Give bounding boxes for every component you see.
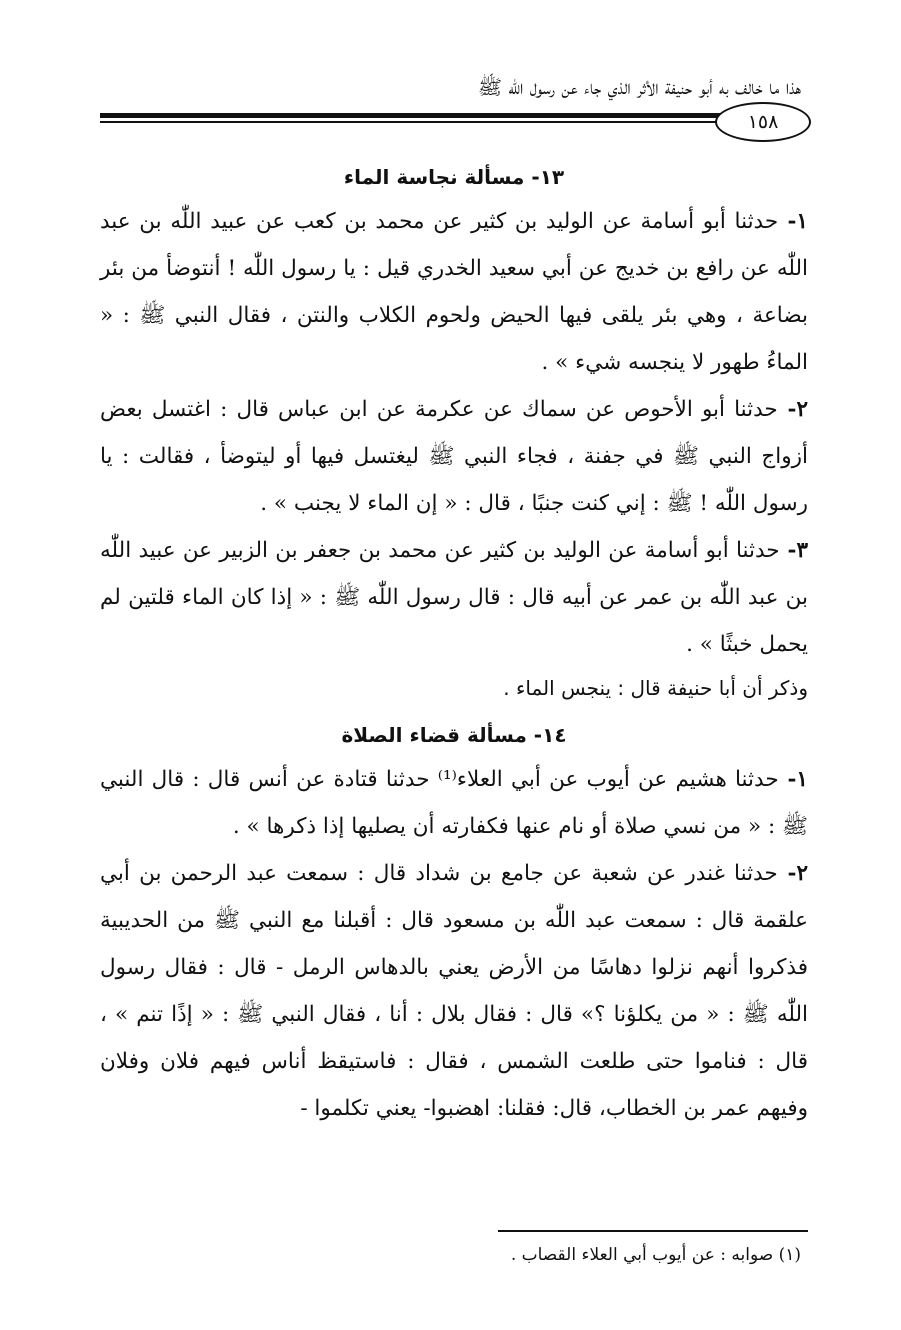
footnote-rule [498,1230,808,1232]
hadith-text: حدثنا غندر عن شعبة عن جامع بن شداد قال : سمعت عبد الرحمن بن أبي علقمة قال : سمعت عبد اللّٰه بن مسعود قال : أقبلنا مع النبي ﷺ من الحديبية فذكروا أنهم نزلوا دهاسًا من الأرض يعني بالدهاس الرمل - قال : فقال رسول اللّٰه ﷺ : « من يكلؤنا ؟» قال : فقال بلال : أنا ، فقال النبي ﷺ : « إذًا تنم » ، قال : فناموا حتى طلعت الشمس ، فقال : فاستيقظ أناس فيهم فلان وفلان وفيهم عمر بن الخطاب، قال: فقلنا: اهضبوا- يعني تكلموا - [100,861,808,1121]
abu-hanifa-note: وذكر أن أبا حنيفة قال : ينجس الماء . [503,676,808,700]
header-rule-thin [100,121,800,123]
hadith-13-1 [100,198,808,386]
hadith-14-2 [100,850,808,1132]
hadith-number: ٢- [777,397,808,422]
hadith-text: حدثنا هشيم عن أيوب عن أبي العلاء⁽¹⁾ حدثنا قتادة عن أنس قال : قال النبي ﷺ : « من نسي صلاة أو نام عنها فكفارته أن يصليها إذا ذكرها » . [100,767,808,839]
running-header-title: هذا ما خالف به أبو حنيفة الأثر الذي جاء عن رسول اللّٰه ﷺ [477,75,801,99]
hadith-14-1 [100,756,808,850]
page-number: ١٥٨ [747,111,779,133]
hadith-number: ٢- [777,861,808,886]
hadith-text: حدثنا أبو الأحوص عن سماك عن عكرمة عن ابن عباس قال : اغتسل بعض أزواج النبي ﷺ في جفنة ، فجاء النبي ﷺ ليغتسل فيها أو ليتوضأ ، فقالت : يا رسول اللّٰه ! ﷺ : إني كنت جنبًا ، قال : « إن الماء لا يجنب » . [100,397,808,516]
header-rule-thick [100,113,800,118]
hadith-text: حدثنا أبو أسامة عن الوليد بن كثير عن محمد بن كعب عن عبيد اللّٰه بن عبد اللّٰه عن رافع بن خديج عن أبي سعيد الخدري قيل : يا رسول اللّٰه ! أنتوضأ من بئر بضاعة ، وهي بئر يلقى فيها الحيض ولحوم الكلاب والنتن ، فقال النبي ﷺ : « الماءُ طهور لا ينجسه شيء » . [100,209,808,375]
hadith-13-2 [100,386,808,527]
footnote: (١) صوابه : عن أيوب أبي العلاء القصاب . [510,1245,801,1265]
hadith-number: ١- [778,767,808,792]
hadith-text: حدثنا أبو أسامة عن الوليد بن كثير عن محمد بن جعفر بن الزبير عن عبيد اللّٰه بن عبد اللّٰه بن عمر عن أبيه قال : قال رسول اللّٰه ﷺ : « إذا كان الماء قلتين لم يحمل خبثًا » . [100,538,808,657]
page-body [100,160,808,1132]
hadith-number: ١- [778,209,808,234]
section-13-title: ١٣- مسألة نجاسة الماء [343,165,565,189]
section-14-title: ١٤- مسألة قضاء الصلاة [341,723,567,747]
hadith-number: ٣- [779,538,808,563]
page-number-badge [715,102,811,142]
hadith-13-3 [100,527,808,668]
